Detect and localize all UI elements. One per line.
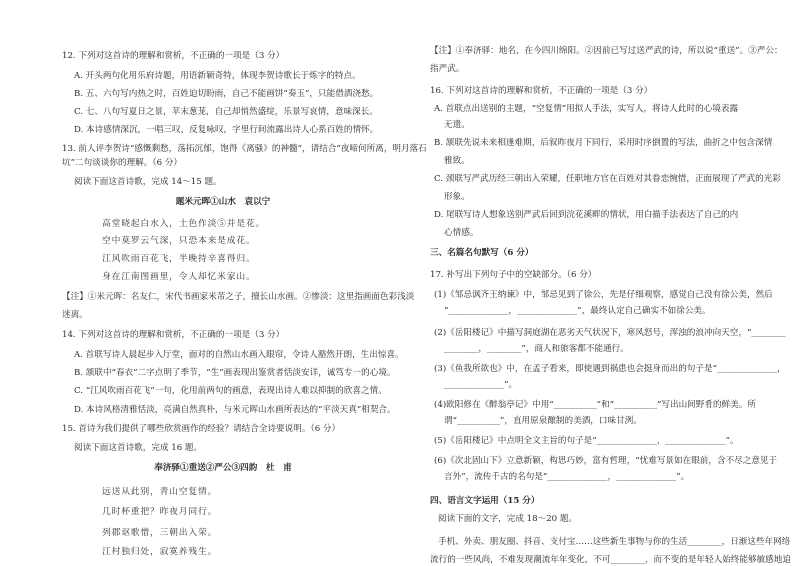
answer-option: C. 颈联写严武历经三朝出入荣耀，任职地方官在百姓对其眷恋惋惜，正面展现了严武的光彩 — [434, 174, 781, 184]
question-stem: 12. 下列对这首诗的理解和赏析，不正确的一项是（3 分） — [62, 51, 285, 61]
answer-option: B. 五、六句写内热之时，百姓迫切盼雨，自己不能画饼“奏玉”，只能借酒浇愁。 — [74, 89, 379, 99]
answer-option: ________，________”，商人和旅客都不能通行。 — [444, 344, 629, 354]
answer-option: A. 首联写诗人晨起步入厅堂，面对的自然山水画入眼帘，令诗人豁然开朗，生出惊喜。 — [74, 350, 404, 360]
answer-option: B. 颔联中“春衣”二字点明了季节，“生”画表现出鉴赏者恬淡安详，诚笃专一的心境。 — [74, 368, 396, 378]
answer-option: D. 本诗感情深沉，一唱三叹，反复咏叹，字里行间流露出诗人心系百姓的情怀。 — [74, 125, 379, 135]
question-stem: 13. 前人评李贺诗“感慨剩愁，荡拓沉郁，饱得《离骚》的神髓”，请结合“夜啼何所离，明月落石 — [62, 144, 427, 154]
poem-title: 奉济驿①重送②严公③四韵 杜 甫 — [154, 463, 292, 473]
answer-option: A. 首联点出送别的主题，“空复情”用拟人手法，实写人，将诗人此时的心境表露 — [434, 104, 739, 114]
reading-instruction: 阅读下面的文字，完成 18～20 题。 — [438, 514, 578, 524]
answer-option: 言外”，流传千古的名句是“______________，______________”。 — [444, 472, 690, 482]
text-line: 迷离。 — [62, 310, 88, 320]
answer-option: “______________，______________”，最终认定自己确实不如徐公美。 — [444, 306, 711, 316]
answer-option: (2)《岳阳楼记》中描写洞庭湖在恶劣天气状况下，寒风怒号，浑浊的浪冲向天空，“________ — [434, 328, 786, 338]
poem-line: 高堂晓起白水入，土色作淡⑤并是花。 — [102, 219, 266, 229]
answer-option: C. 七、八句写夏日之景，苹末葱茏，自己却悄然盛绽，乐景写哀情，意味深长。 — [74, 107, 378, 117]
poem-line: 空中莫罗云气深，只恐本来是成花。 — [102, 236, 256, 246]
answer-option: (5)《岳阳楼记》中点明全文主旨的句子是“______________，______________”。 — [434, 436, 739, 446]
poem-line: 列郡讴歌惜，三朝出入荣。 — [102, 528, 218, 538]
section-heading: 四、语言文字运用（15 分） — [430, 496, 540, 506]
reading-instruction: 阅读下面这首诗歌，完成 14～15 题。 — [74, 177, 222, 187]
text-line: 坑”二句谈谈你的理解。（6 分） — [62, 158, 183, 168]
answer-option: 心情感。 — [444, 228, 479, 238]
answer-option: (1)《邹忌讽齐王纳谏》中，邹忌见到了徐公，先是仔细观察，感觉自己没有徐公美，然后 — [434, 290, 773, 300]
answer-option: 无遗。 — [444, 120, 470, 130]
answer-option: 谓“__________”，直用原泉酿制的美酒，口味甘洌。 — [444, 416, 642, 426]
annotation-note: 【注】①米元晖：名友仁，宋代书画家米芾之子，擅长山水画。②惨淡：这里指画面色彩浅淡 — [62, 292, 415, 302]
answer-option: D. 本诗风格清雅恬淡，亮满自然真朴，与米元晖山水画所表达的“平淡天真”相契合。 — [74, 405, 396, 415]
passage-text: 流行的一些风尚，不难发现潮流年年变化，不可________，而不变的是年轻人始终能够敏感地追 — [430, 555, 791, 565]
answer-option: (4)欧阳修在《醉翁亭记》中用“__________”和“__________”写出山间野肴的鲜美。所 — [434, 400, 756, 410]
poem-line: 远送从此别，青山空复情。 — [102, 487, 218, 497]
passage-text: 手机、外卖、朋友圈、抖音、支付宝……这些新生事物与你的生活________，日渐这些年网络 — [438, 537, 791, 547]
answer-option: 雅致。 — [444, 156, 470, 166]
reading-instruction: 阅读下面这首诗歌，完成 16 题。 — [74, 443, 203, 453]
answer-option: B. 颔联先说未来相逢难期，后叙昨夜月下同行，采用时序倒置的写法，曲折之中包含深情 — [434, 138, 773, 148]
answer-option: 形象。 — [444, 192, 470, 202]
question-stem: 15. 首诗为我们提供了哪些欣赏画作的经验？请结合全诗要说明。（6 分） — [62, 424, 341, 434]
answer-option: C. “江风吹雨百花飞”一句，化用前两句的画意，表现出诗人难以抑制的欣喜之情。 — [74, 386, 387, 396]
answer-option: (3)《鱼我所欲也》中，在孟子看来，即使遇到祸患也会挺身而出的句子是“______________， — [434, 364, 786, 374]
poem-line: 几时杯重把？昨夜月同行。 — [102, 507, 218, 517]
answer-option: ______________”。 — [444, 380, 518, 390]
question-stem: 17. 补写出下列句子中的空缺部分。（6 分） — [430, 270, 597, 280]
poem-line: 身在江南图画里，令人却忆米家山。 — [102, 272, 256, 282]
answer-option: (6)《次北固山下》立意新颖，构思巧妙，富有哲理，“忧难写景如在眼前，含不尽之意见于 — [434, 456, 778, 466]
section-heading: 三、名篇名句默写（6 分） — [430, 248, 534, 258]
poem-line: 江风吹雨百花飞，半晚持辛喜得归。 — [102, 254, 256, 264]
poem-title: 题米元晖①山水 袁以宁 — [175, 197, 271, 207]
annotation-note: 【注】①奉济驿：地名，在今四川绵阳。②因前已写过送严武的诗，所以说“重送”。③严公： — [430, 46, 783, 56]
poem-line: 江村独归处，寂寞养残生。 — [102, 547, 218, 557]
text-line: 指严武。 — [430, 64, 465, 74]
answer-option: D. 尾联写诗人想象送别严武后回到浣花溪畔的情状，用白描手法表达了自己的内 — [434, 210, 739, 220]
right-column — [397, 0, 794, 565]
answer-option: A. 开头两句化用乐府诗题，用语新颖奇特，体现李贺诗歌长于炼字的特点。 — [74, 71, 361, 81]
question-stem: 14. 下列对这首诗的理解和赏析，不正确的一项是（3 分） — [62, 330, 285, 340]
question-stem: 16. 下列对这首诗的理解和赏析，不正确的一项是（3 分） — [430, 86, 653, 96]
